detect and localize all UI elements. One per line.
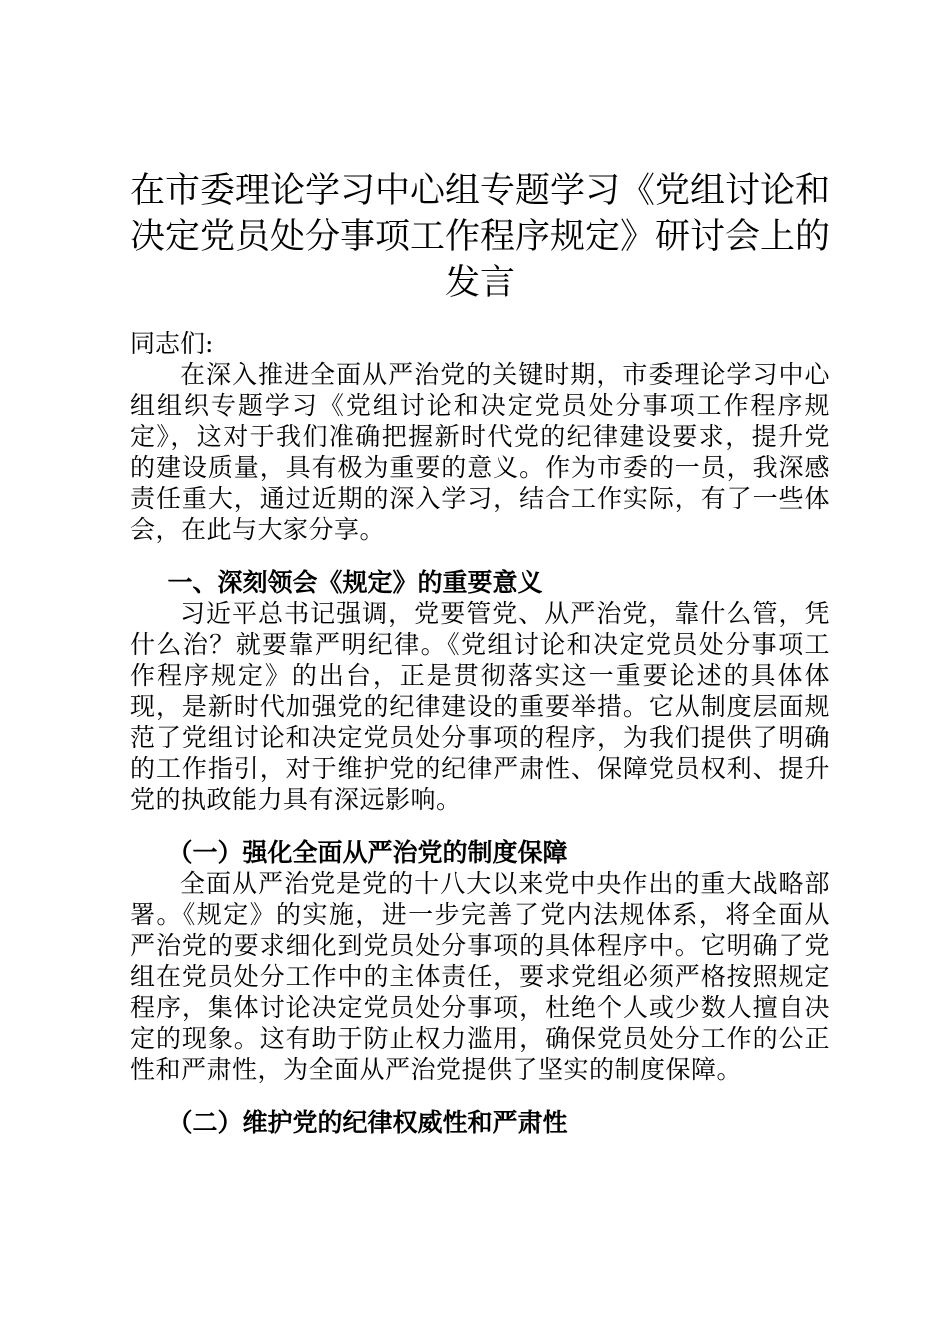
section-1-paragraph: 习近平总书记强调，党要管党、从严治党，靠什么管，凭什么治？就要靠严明纪律。《党组讨论和决定党员处分事项工作程序规定》的出台，正是贯彻落实这一重要论述的具体体现，是新时代加强党的纪律建设的重要举措。它从制度层面规范了党组讨论和决定党员处分事项的程序，为我们提供了明确的工作指引，对于维护党的纪律严肃性、保障党员权利、提升党的执政能力具有深远影响。 bbox=[130, 599, 830, 814]
intro-paragraph: 在深入推进全面从严治党的关键时期，市委理论学习中心组组织专题学习《党组讨论和决定党员处分事项工作程序规定》，这对于我们准确把握新时代党的纪律建设要求，提升党的建设质量，具有极为重要的意义。作为市委的一员，我深感责任重大，通过近期的深入学习，结合工作实际，有了一些体会，在此与大家分享。 bbox=[130, 360, 830, 544]
subsection-heading-1: （一）强化全面从严治党的制度保障 bbox=[167, 838, 568, 867]
section-heading-1: 一、深刻领会《规定》的重要意义 bbox=[167, 568, 543, 597]
document-title: 在市委理论学习中心组专题学习《党组讨论和决定党员处分事项工作程序规定》研讨会上的发言 bbox=[130, 171, 831, 303]
document-page bbox=[130, 168, 830, 1138]
subsection-heading-2: （二）维护党的纪律权威性和严肃性 bbox=[167, 1108, 568, 1137]
subsection-1-paragraph: 全面从严治党是党的十八大以来党中央作出的重大战略部署。《规定》的实施，进一步完善了党内法规体系，将全面从严治党的要求细化到党员处分事项的具体程序中。它明确了党组在党员处分工作中的主体责任，要求党组必须严格按照规定程序，集体讨论决定党员处分事项，杜绝个人或少数人擅自决定的现象。这有助于防止权力滥用，确保党员处分工作的公正性和严肃性，为全面从严治党提供了坚实的制度保障。 bbox=[130, 869, 830, 1084]
salutation: 同志们: bbox=[130, 329, 214, 358]
